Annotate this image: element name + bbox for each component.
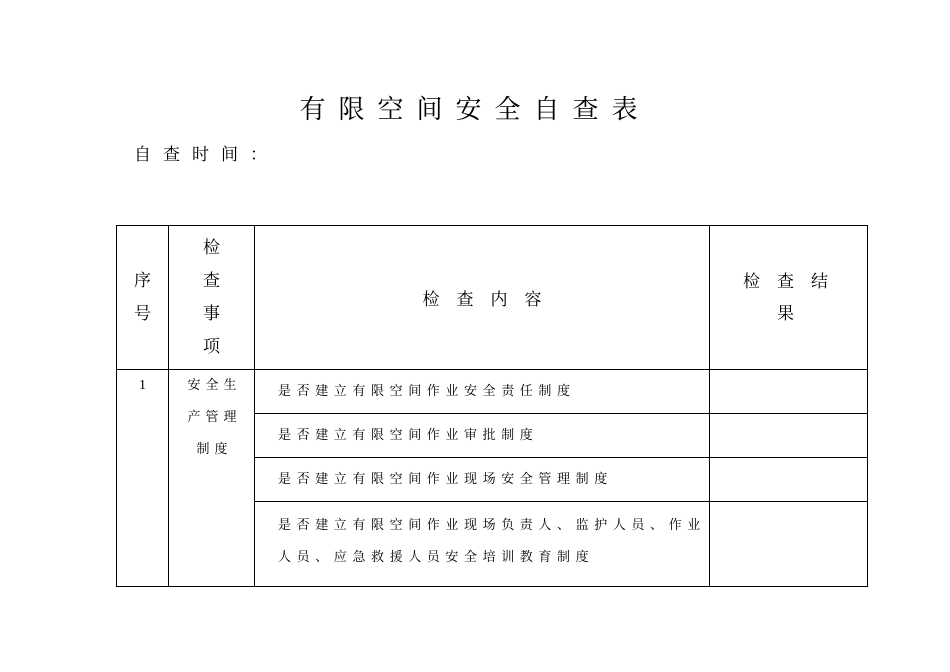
header-item-char: 检 bbox=[203, 237, 220, 258]
category-line: 产管理 bbox=[187, 410, 242, 425]
content-line: 是否建立有限空间作业安全责任制度 bbox=[278, 383, 576, 399]
page-title: 有限空间安全自查表 bbox=[299, 95, 651, 125]
category-line: 安全生 bbox=[187, 378, 242, 393]
header-result bbox=[710, 226, 868, 370]
inspection-table bbox=[116, 225, 868, 587]
content-line: 人员、应急救援人员安全培训教育制度 bbox=[278, 550, 595, 565]
content-line: 是否建立有限空间作业现场安全管理制度 bbox=[278, 471, 613, 487]
table-header-row bbox=[117, 226, 868, 370]
content-cell bbox=[255, 370, 710, 414]
result-cell[interactable] bbox=[710, 370, 868, 414]
check-time-label: 自查时间： bbox=[134, 145, 279, 165]
category-line: 制度 bbox=[196, 442, 233, 457]
header-item-char: 事 bbox=[203, 303, 220, 324]
content-cell bbox=[255, 458, 710, 502]
header-result-line: 果 bbox=[777, 303, 811, 324]
content-line: 是否建立有限空间作业现场负责人、监护人员、作业 bbox=[278, 518, 706, 533]
table-row bbox=[117, 370, 868, 414]
header-content: 检查内容 bbox=[255, 226, 710, 370]
header-result-line: 检查结 bbox=[743, 271, 845, 292]
result-cell[interactable] bbox=[710, 502, 868, 587]
row-category bbox=[169, 370, 255, 587]
header-item-char: 查 bbox=[203, 270, 220, 291]
header-item bbox=[169, 226, 255, 370]
row-number: 1 bbox=[117, 370, 169, 587]
content-cell bbox=[255, 502, 710, 587]
result-cell[interactable] bbox=[710, 414, 868, 458]
content-line: 是否建立有限空间作业审批制度 bbox=[278, 427, 539, 443]
result-cell[interactable] bbox=[710, 458, 868, 502]
content-cell bbox=[255, 414, 710, 458]
header-seq-char: 号 bbox=[134, 303, 151, 324]
header-item-char: 项 bbox=[203, 336, 220, 357]
header-seq-char: 序 bbox=[134, 270, 151, 291]
header-seq bbox=[117, 226, 169, 370]
